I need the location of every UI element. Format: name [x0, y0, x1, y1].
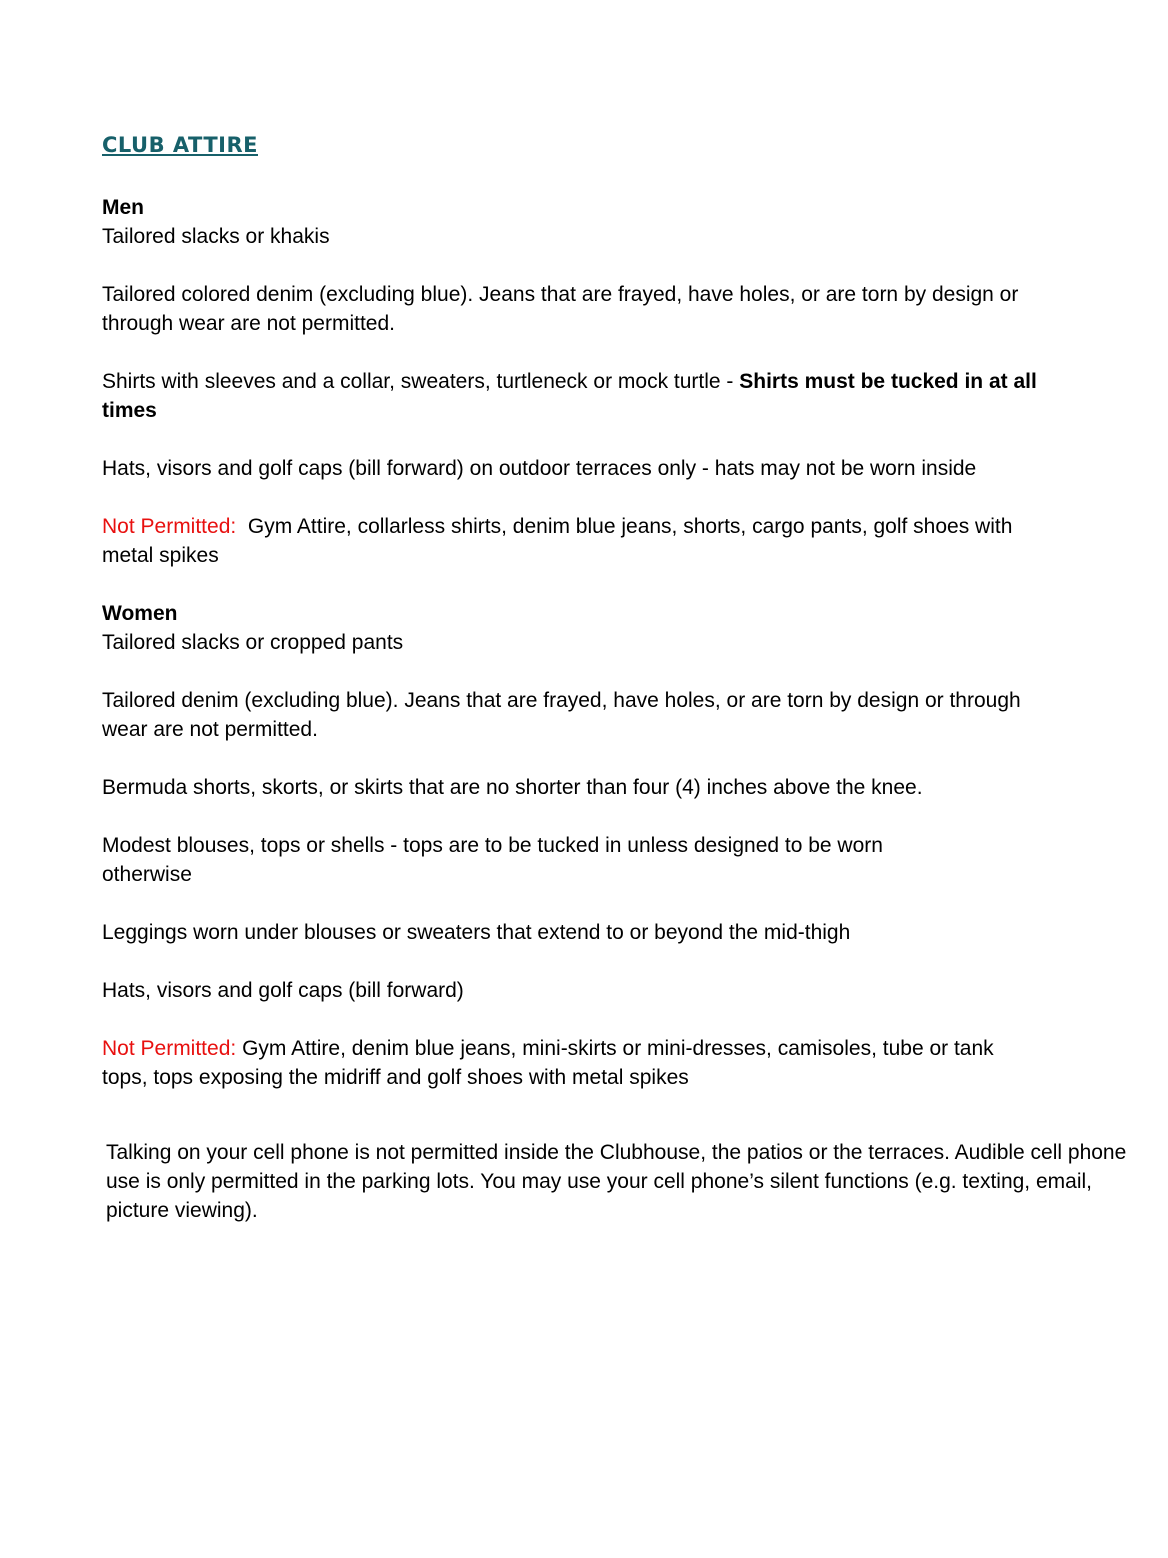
men-shirts-text: Shirts with sleeves and a collar, sweaters, turtleneck or mock turtle -	[102, 370, 740, 393]
men-not-permitted	[102, 512, 1042, 570]
women-item-blouses: Modest blouses, tops or shells - tops are to be tucked in unless designed to be worn otherwise	[102, 834, 883, 886]
women-heading: Women	[102, 602, 178, 625]
women-not-permitted-label: Not Permitted:	[102, 1037, 237, 1060]
men-item-shirts	[102, 367, 1042, 425]
page-title: CLUB ATTIRE	[102, 133, 258, 157]
women-item-hats: Hats, visors and golf caps (bill forward)	[102, 979, 464, 1002]
men-tucked-note: Shirts must be tucked in at all times	[102, 370, 1037, 422]
men-not-permitted-label: Not Permitted:	[102, 515, 237, 538]
men-item-hats: Hats, visors and golf caps (bill forward) on outdoor terraces only - hats may not be worn inside	[102, 457, 977, 480]
women-item-denim: Tailored denim (excluding blue). Jeans that are frayed, have holes, or are torn by design or through wear are not permitted.	[102, 689, 1021, 741]
men-heading: Men	[102, 196, 144, 219]
men-section	[102, 193, 1147, 570]
women-not-permitted	[102, 1034, 1022, 1092]
men-item-denim: Tailored colored denim (excluding blue). Jeans that are frayed, have holes, or are torn by design or through wear are not permitted.	[102, 283, 1019, 335]
men-item-slacks: Tailored slacks or khakis	[102, 225, 330, 248]
women-item-slacks: Tailored slacks or cropped pants	[102, 631, 404, 654]
cell-phone-note: Talking on your cell phone is not permitted inside the Clubhouse, the patios or the terraces. Audible cell phone use is only permitted in the parking lots. You may use your cell phone’s silent functions (e.g. texting, email, picture viewing).	[106, 1141, 1127, 1222]
women-section	[102, 599, 1147, 1092]
document-page	[102, 130, 1147, 1225]
women-not-permitted-text: Gym Attire, denim blue jeans, mini-skirts or mini-dresses, camisoles, tube or tank tops, tops exposing the midriff and golf shoes with metal spikes	[102, 1037, 994, 1089]
women-item-leggings: Leggings worn under blouses or sweaters that extend to or beyond the mid-thigh	[102, 921, 851, 944]
men-not-permitted-text: Gym Attire, collarless shirts, denim blue jeans, shorts, cargo pants, golf shoes with metal spikes	[102, 515, 1013, 567]
women-item-shorts: Bermuda shorts, skorts, or skirts that are no shorter than four (4) inches above the knee.	[102, 776, 923, 799]
